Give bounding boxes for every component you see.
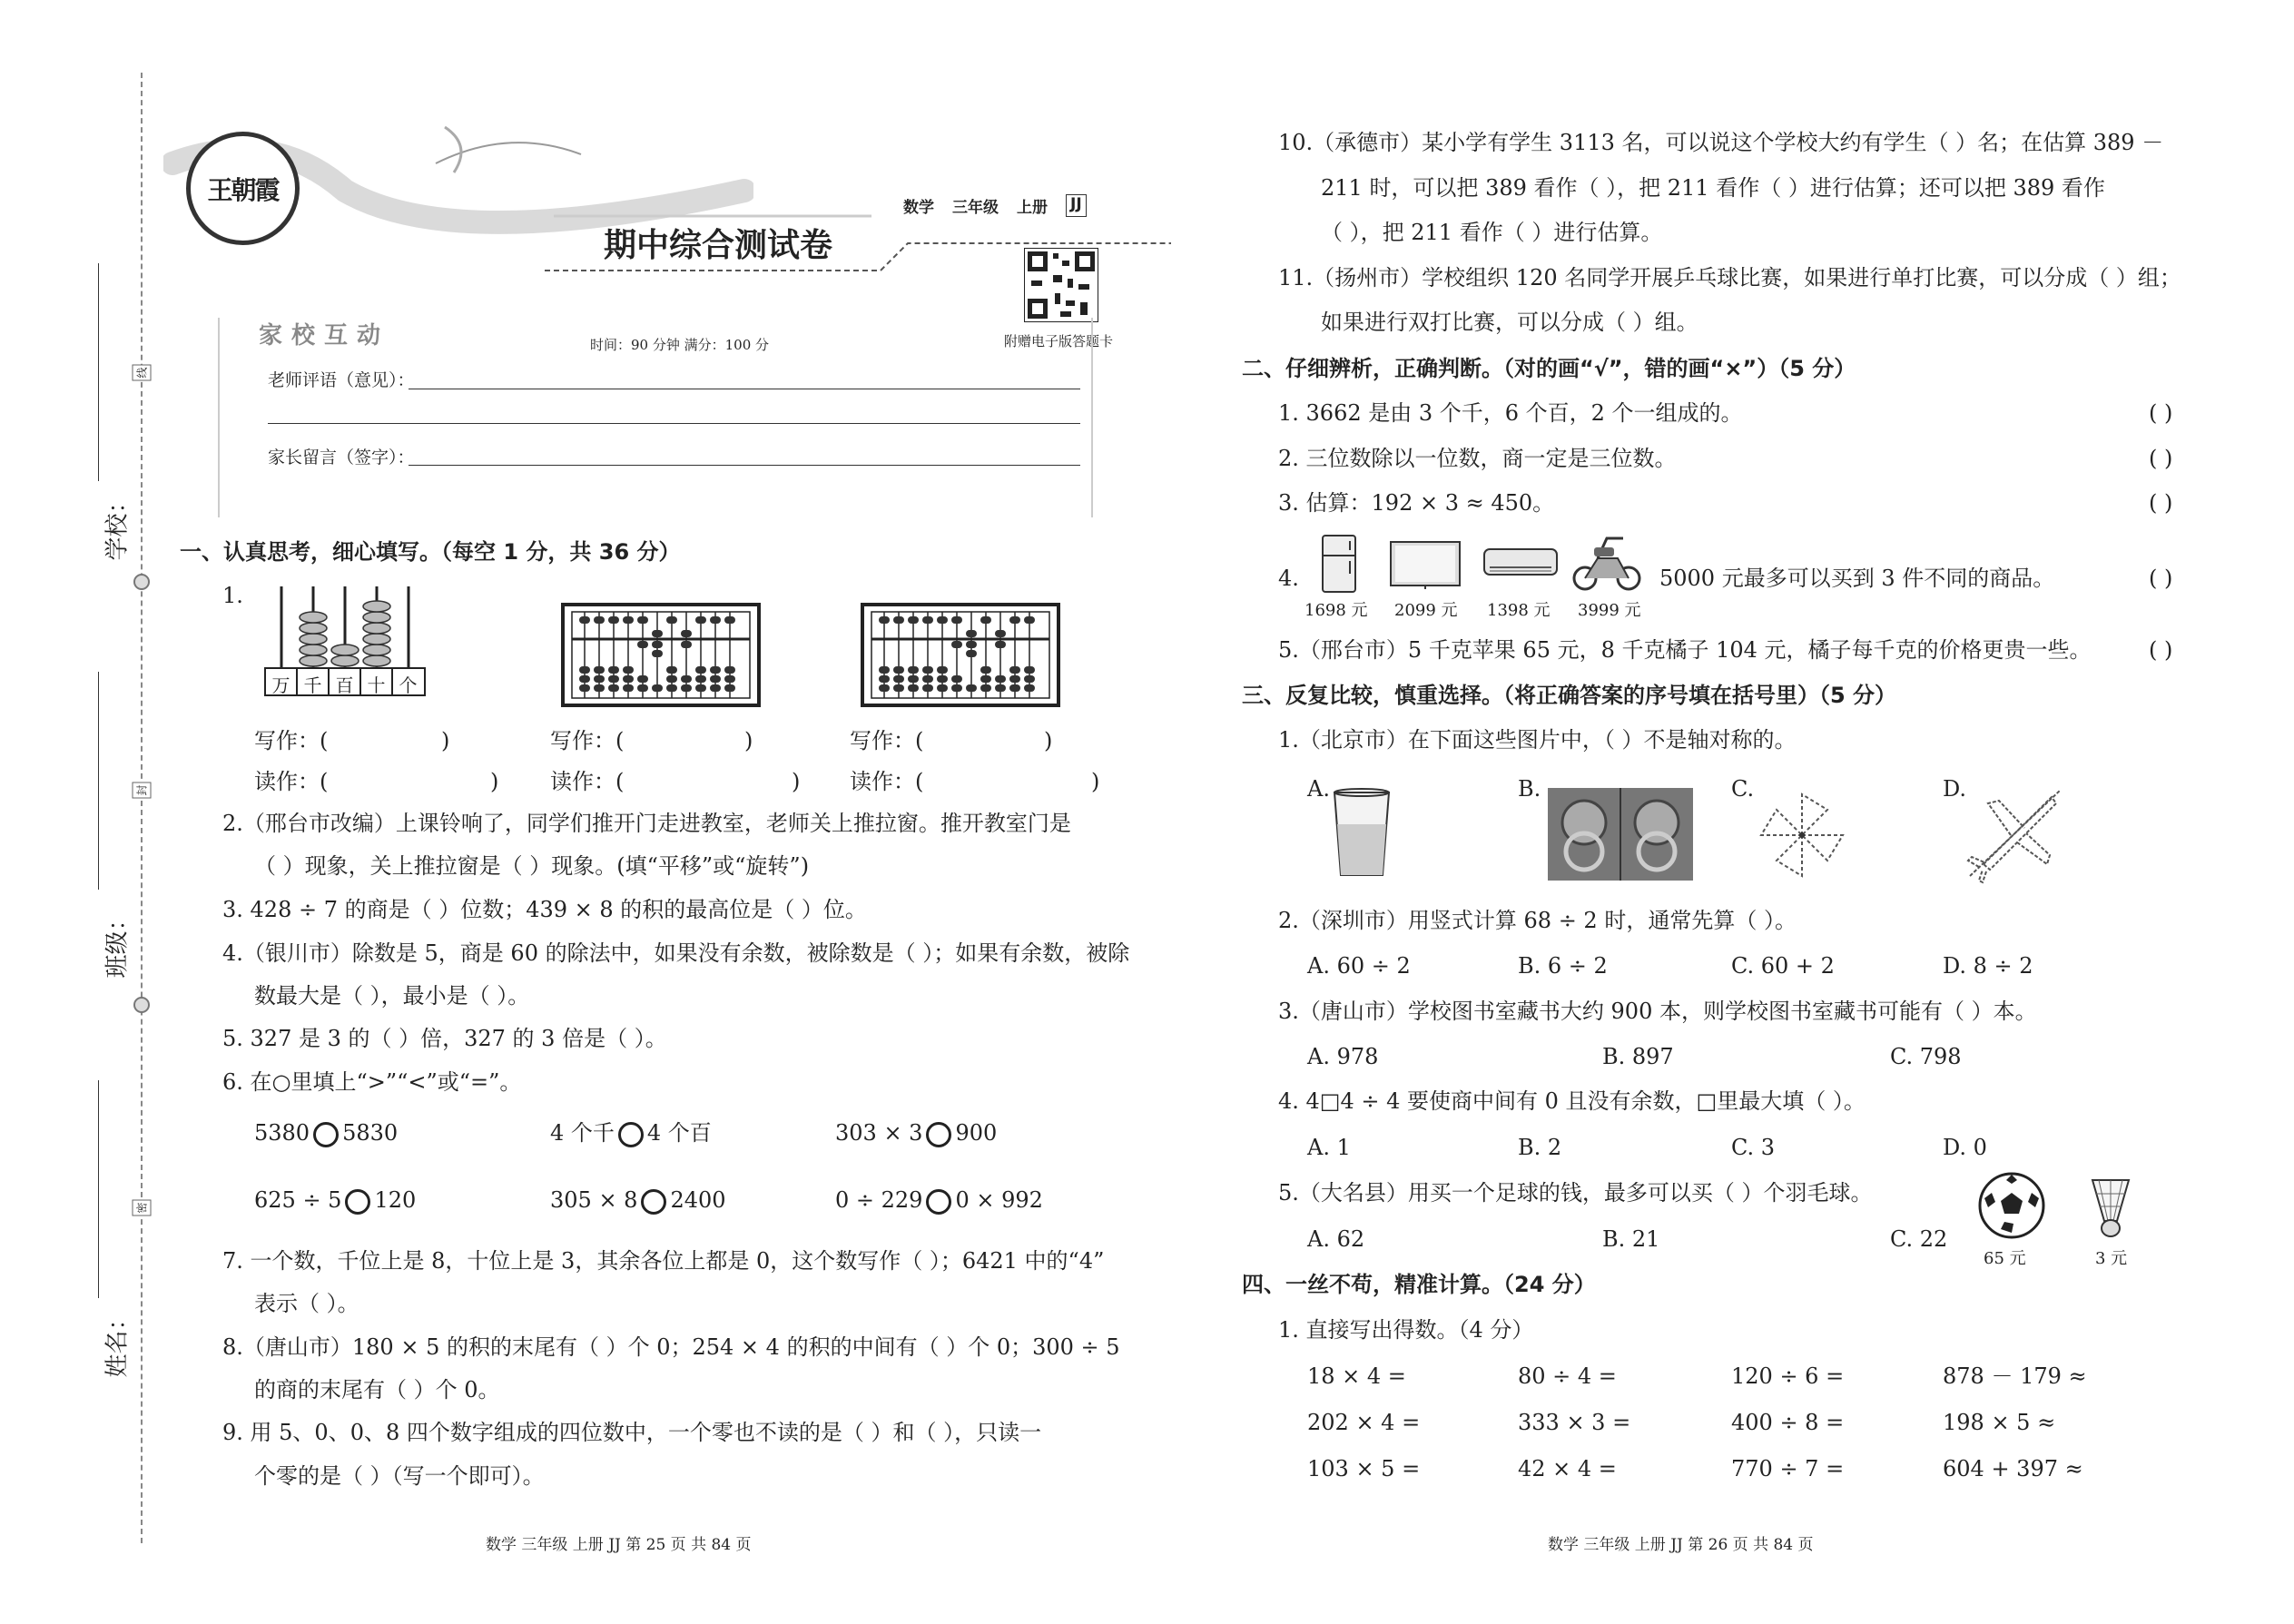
compare-item: 4 个千 4 个百	[550, 1120, 712, 1146]
place-label: 百	[335, 674, 354, 696]
football-price: 65 元	[1984, 1249, 2026, 1268]
choice-q3-option[interactable]: C. 798	[1890, 1044, 1962, 1069]
q1c-read-close[interactable]: )	[1091, 769, 1100, 794]
calc-item[interactable]: 103 × 5 =	[1307, 1456, 1421, 1481]
option-b-label: B.	[1518, 776, 1541, 802]
choice-q3-option[interactable]: A. 978	[1307, 1044, 1379, 1069]
section2-heading: 二、仔细辨析，正确判断。（对的画“√”，错的画“×”）（5 分）	[1242, 356, 1856, 381]
option-d-label: D.	[1943, 776, 1967, 802]
q11-line2: 如果进行双打比赛，可以分成（ ）组。	[1321, 310, 1698, 335]
q1a-write-close[interactable]: )	[441, 728, 450, 753]
name-label: 姓名：	[103, 1306, 132, 1378]
binding-mark-secret: 密	[133, 1199, 152, 1216]
calc-item[interactable]: 120 ÷ 6 =	[1731, 1363, 1845, 1389]
home-school-title: 家校互动	[259, 322, 390, 349]
name-field[interactable]	[98, 1080, 99, 1298]
place-label: 万	[271, 674, 290, 696]
section1-heading: 一、认真思考，细心填写。（每空 1 分，共 36 分）	[180, 539, 681, 565]
place-label: 个	[399, 674, 418, 696]
calc-item[interactable]: 400 ÷ 8 =	[1731, 1410, 1845, 1435]
q1a-read-close[interactable]: )	[490, 769, 499, 794]
compare-item: 0 ÷ 229 0 × 992	[835, 1187, 1043, 1213]
subject-tags	[903, 194, 1087, 217]
place-label: 十	[367, 674, 386, 696]
judge-item-5: 5.（邢台市）5 千克苹果 65 元，8 千克橘子 104 元，橘子每千克的价格更贵一些。	[1278, 637, 2092, 663]
answer-paren[interactable]: ( )	[2149, 637, 2173, 663]
pinwheel-picture	[1757, 790, 1847, 881]
school-label: 学校：	[103, 489, 132, 561]
choice-q4-option[interactable]: B. 2	[1518, 1135, 1562, 1160]
calc-item[interactable]: 878 － 179 ≈	[1943, 1363, 2087, 1389]
shuttlecock-price: 3 元	[2095, 1249, 2128, 1268]
choice-q5-option[interactable]: C. 22	[1890, 1226, 1948, 1252]
teacher-comment-field-line2[interactable]	[268, 423, 1080, 424]
q7-line1: 7. 一个数，千位上是 8，十位上是 3，其余各位上都是 0，这个数写作（ ）；6421 中的“4”	[222, 1248, 1105, 1274]
subject-tag: 数学	[903, 199, 934, 217]
binding-hole	[133, 997, 150, 1013]
abacus-diagram	[861, 603, 1060, 707]
class-field[interactable]	[98, 672, 99, 890]
shuttlecock-icon	[2088, 1176, 2133, 1241]
calc-item[interactable]: 333 × 3 =	[1518, 1410, 1631, 1435]
choice-q2-option[interactable]: D. 8 ÷ 2	[1943, 953, 2033, 979]
parent-comment-label: 家长留言（签字）：	[268, 448, 415, 468]
school-field[interactable]	[98, 263, 99, 481]
price-label: 1398 元	[1487, 601, 1551, 620]
compare-item: 625 ÷ 5 120	[254, 1187, 417, 1213]
place-label: 千	[303, 674, 322, 696]
qr-code[interactable]	[1024, 248, 1098, 322]
compare-circle[interactable]	[926, 1189, 951, 1215]
binding-dashed-line	[141, 73, 143, 1543]
choice-q4-option[interactable]: C. 3	[1731, 1135, 1776, 1160]
calc-item[interactable]: 80 ÷ 4 =	[1518, 1363, 1617, 1389]
choice-q1: 1.（北京市）在下面这些图片中，（ ）不是轴对称的。	[1278, 727, 1797, 753]
q10-line2: 211 时，可以把 389 看作（ ），把 211 看作（ ）进行估算；还可以把 389 看作	[1321, 175, 2105, 201]
brand-logo-text: 王朝霞	[207, 174, 279, 205]
term-tag: 上册	[1017, 199, 1048, 217]
compare-circle[interactable]	[313, 1122, 339, 1147]
q5: 5. 327 是 3 的（ ）倍，327 的 3 倍是（ ）。	[222, 1026, 667, 1051]
choice-q4: 4. 4□4 ÷ 4 要使商中间有 0 且没有余数，□里最大填（ ）。	[1278, 1088, 1866, 1114]
qr-caption: 附赠电子版答题卡	[1004, 333, 1114, 349]
class-label: 班级：	[103, 907, 132, 979]
place-value-labels	[265, 671, 425, 697]
choice-q5: 5.（大名县）用买一个足球的钱，最多可以买（ ）个羽毛球。	[1278, 1180, 1873, 1206]
q3: 3. 428 ÷ 7 的商是（ ）位数；439 × 8 的积的最高位是（ ）位。	[222, 897, 867, 922]
binding-mark-line: 线	[133, 364, 152, 380]
calc-item[interactable]: 18 × 4 =	[1307, 1363, 1406, 1389]
binding-hole	[133, 574, 150, 590]
q4-line1: 4.（银川市）除数是 5，商是 60 的除法中，如果没有余数，被除数是（ ）；如果有余数，被除	[222, 940, 1130, 966]
airplane-picture	[1961, 781, 2070, 885]
choice-q2-option[interactable]: B. 6 ÷ 2	[1518, 953, 1608, 979]
glass-picture	[1330, 788, 1393, 879]
answer-paren[interactable]: ( )	[2149, 490, 2173, 516]
compare-item: 303 × 3 900	[835, 1120, 998, 1146]
choice-q5-option[interactable]: B. 21	[1602, 1226, 1660, 1252]
refrigerator-icon	[1319, 534, 1359, 594]
q2-line1: 2.（邢台市改编）上课铃响了，同学们推开门走进教室，老师关上推拉窗。推开教室门是	[222, 811, 1071, 836]
soccer-ball-icon	[1977, 1171, 2046, 1240]
answer-paren[interactable]: ( )	[2149, 400, 2173, 426]
option-a-label: A.	[1307, 776, 1330, 802]
section4-heading: 四、一丝不苟，精准计算。（24 分）	[1242, 1272, 1596, 1297]
parent-comment-field[interactable]	[409, 465, 1080, 466]
q1b-write-label: 写作：(	[550, 728, 625, 753]
calc-item[interactable]: 604 + 397 ≈	[1943, 1456, 2083, 1481]
option-c-label: C.	[1731, 776, 1755, 802]
q1c-read-label: 读作：(	[850, 769, 924, 794]
choice-q5-option[interactable]: A. 62	[1307, 1226, 1365, 1252]
grade-tag: 三年级	[952, 199, 999, 217]
q1c-write-close[interactable]: )	[1044, 728, 1053, 753]
compare-circle[interactable]	[641, 1189, 666, 1215]
compare-circle[interactable]	[345, 1189, 370, 1215]
choice-q2: 2.（深圳市）用竖式计算 68 ÷ 2 时，通常先算（ ）。	[1278, 908, 1797, 933]
q1c-write-label: 写作：(	[850, 728, 924, 753]
choice-q2-option[interactable]: A. 60 ÷ 2	[1307, 953, 1411, 979]
compare-circle[interactable]	[926, 1122, 951, 1147]
time-info: 时间：90 分钟 满分：100 分	[590, 337, 770, 353]
calc-item[interactable]: 198 × 5 ≈	[1943, 1410, 2056, 1435]
price-label: 3999 元	[1578, 601, 1641, 620]
q1b-read-close[interactable]: )	[792, 769, 801, 794]
q9-line1: 9. 用 5、0、0、8 四个数字组成的四位数中，一个零也不读的是（ ）和（ ），只读一	[222, 1420, 1042, 1445]
q2-line2: （ ）现象，关上推拉窗是（ ）现象。(填“平移”或“旋转”)	[254, 853, 810, 879]
q10-line1: 10.（承德市）某小学有学生 3113 名，可以说这个学校大约有学生（ ）名；在估算 389 －	[1278, 130, 2164, 155]
television-icon	[1389, 540, 1462, 590]
q9-line2: 个零的是（ ）（写一个即可）。	[254, 1463, 545, 1489]
edition-tag: JJ	[1066, 194, 1087, 217]
q10-line3: （ ），把 211 看作（ ）进行估算。	[1321, 220, 1663, 245]
abacus-diagram	[561, 603, 761, 707]
q11-line1: 11.（扬州市）学校组织 120 名同学开展乒乓球比赛，如果进行单打比赛，可以分成（ ）组；	[1278, 265, 2181, 290]
q8-line2: 的商的末尾有（ ）个 0。	[254, 1377, 500, 1403]
answer-paren[interactable]: ( )	[2149, 566, 2173, 591]
door-knocker-picture	[1548, 788, 1693, 881]
judge-item-4: 5000 元最多可以买到 3 件不同的商品。	[1659, 566, 2055, 591]
section3-heading: 三、反复比较，慎重选择。（将正确答案的序号填在括号里）（5 分）	[1242, 683, 1897, 708]
calc-item[interactable]: 202 × 4 =	[1307, 1410, 1421, 1435]
q6: 6. 在○里填上“>”“<”或“=”。	[222, 1069, 522, 1095]
binding-mark-seal: 封	[133, 782, 152, 798]
exam-title: 期中综合测试卷	[604, 226, 833, 264]
q4-line2: 数最大是（ ），最小是（ ）。	[254, 983, 530, 1009]
q1-number: 1.	[222, 583, 243, 608]
choice-q3-option[interactable]: B. 897	[1602, 1044, 1674, 1069]
calc-sub1: 1. 直接写出得数。（4 分）	[1278, 1317, 1534, 1343]
compare-item: 305 × 8 2400	[550, 1187, 726, 1213]
compare-circle[interactable]	[618, 1122, 644, 1147]
judge-item-3: 3. 估算：192 × 3 ≈ 450。	[1278, 490, 1555, 516]
q1a-read-label: 读作：(	[254, 769, 329, 794]
price-label: 2099 元	[1394, 601, 1458, 620]
answer-paren[interactable]: ( )	[2149, 446, 2173, 471]
judge-item-2: 2. 三位数除以一位数，商一定是三位数。	[1278, 446, 1677, 471]
choice-q2-option[interactable]: C. 60 + 2	[1731, 953, 1835, 979]
q7-line2: 表示（ ）。	[254, 1291, 359, 1316]
q1b-read-label: 读作：(	[550, 769, 625, 794]
judge-item-4-num: 4.	[1278, 566, 1299, 591]
choice-q3: 3.（唐山市）学校图书室藏书大约 900 本，则学校图书室藏书可能有（ ）本。	[1278, 999, 2037, 1024]
footer-right: 数学 三年级 上册 JJ 第 26 页 共 84 页	[1548, 1536, 1814, 1554]
q8-line1: 8.（唐山市）180 × 5 的积的末尾有（ ）个 0；254 × 4 的积的中间有（ ）个 0；300 ÷ 5	[222, 1334, 1120, 1360]
q1b-write-close[interactable]: )	[744, 728, 753, 753]
judge-item-1: 1. 3662 是由 3 个千，6 个百，2 个一组成的。	[1278, 400, 1743, 426]
q1a-write-label: 写作：(	[254, 728, 329, 753]
choice-q4-option[interactable]: D. 0	[1943, 1135, 1987, 1160]
brand-logo	[186, 132, 300, 245]
calc-item[interactable]: 42 × 4 =	[1518, 1456, 1617, 1481]
compare-item: 5380 5830	[254, 1120, 399, 1146]
air-conditioner-icon	[1482, 547, 1560, 582]
calc-item[interactable]: 770 ÷ 7 =	[1731, 1456, 1845, 1481]
teacher-comment-label: 老师评语（意见）：	[268, 370, 415, 390]
price-label: 1698 元	[1305, 601, 1368, 620]
footer-left: 数学 三年级 上册 JJ 第 25 页 共 84 页	[486, 1536, 752, 1554]
choice-q4-option[interactable]: A. 1	[1307, 1135, 1351, 1160]
motorbike-icon	[1570, 531, 1643, 593]
